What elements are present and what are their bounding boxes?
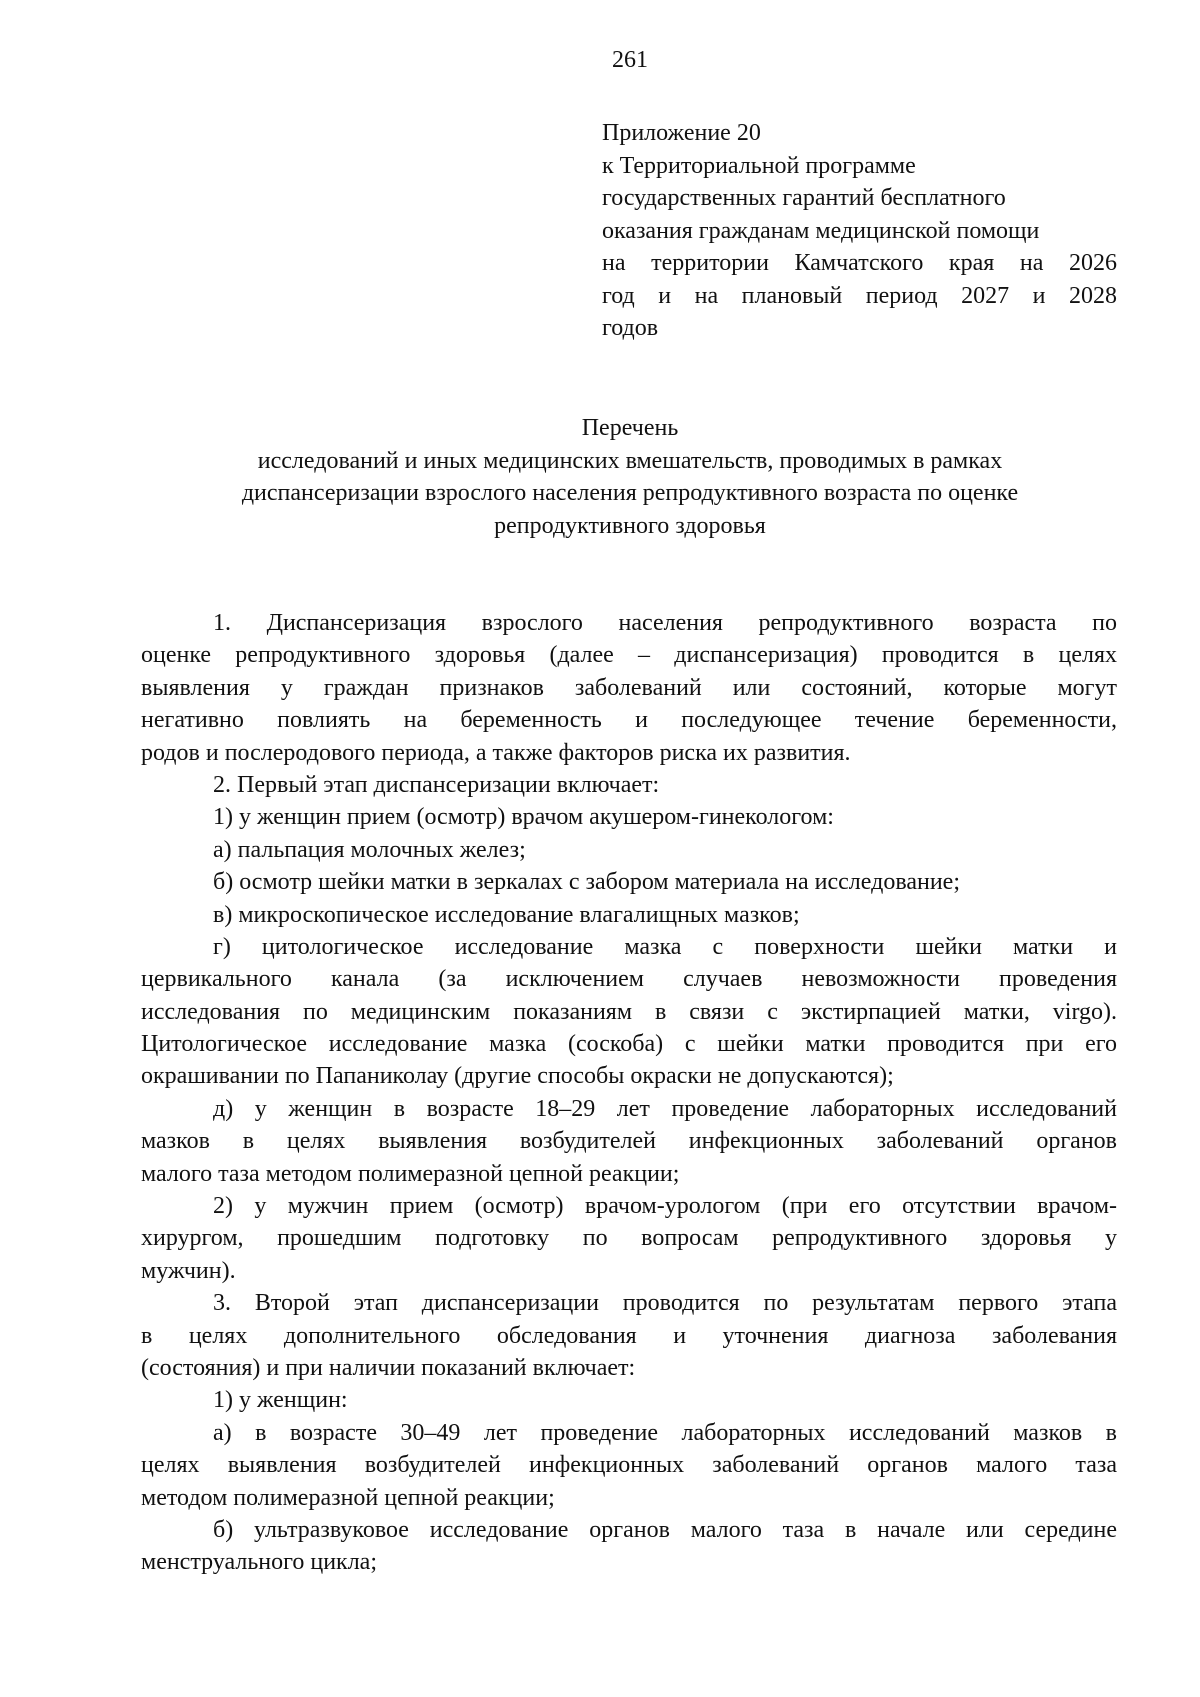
body-line: д) у женщин в возрасте 18–29 лет проведение лабораторных исследований xyxy=(213,1095,1117,1122)
body-line: Цитологическое исследование мазка (соскоба) с шейки матки проводится при его xyxy=(141,1031,1117,1058)
document-body xyxy=(141,607,1117,1579)
body-line: 1) у женщин: xyxy=(213,1387,348,1414)
document-title xyxy=(140,412,1120,542)
body-line: негативно повлиять на беременность и последующее течение беременности, xyxy=(141,707,1117,734)
body-line: исследования по медицинским показаниям в связи с экстирпацией матки, virgo). xyxy=(141,998,1117,1025)
body-line: выявления у граждан признаков заболеваний или состояний, которые могут xyxy=(141,674,1117,701)
body-line: в целях дополнительного обследования и уточнения диагноза заболевания xyxy=(141,1322,1117,1349)
page-number: 261 xyxy=(612,47,648,73)
body-line: цервикального канала (за исключением случаев невозможности проведения xyxy=(141,966,1117,993)
appendix-line: на территории Камчатского края на 2026 xyxy=(602,250,1117,276)
title-line: репродуктивного здоровья xyxy=(494,512,766,539)
body-line: целях выявления возбудителей инфекционных заболеваний органов малого таза xyxy=(141,1452,1117,1479)
appendix-line: год и на плановый период 2027 и 2028 xyxy=(602,282,1117,309)
body-line: (состояния) и при наличии показаний включает: xyxy=(141,1354,636,1381)
body-line: 2. Первый этап диспансеризации включает: xyxy=(213,771,660,798)
body-line: б) осмотр шейки матки в зеркалах с забором материала на исследование; xyxy=(213,869,960,896)
title-line: диспансеризации взрослого населения репродуктивного возраста по оценке xyxy=(241,480,1019,506)
body-line: малого таза методом полимеразной цепной реакции; xyxy=(141,1160,680,1187)
body-line: хирургом, прошедшим подготовку по вопросам репродуктивного здоровья у xyxy=(141,1225,1117,1252)
appendix-line: годов xyxy=(602,315,659,341)
body-line: а) пальпация молочных желез; xyxy=(213,836,526,863)
body-line: родов и послеродового периода, а также факторов риска их развития. xyxy=(141,739,851,766)
body-line: окрашивании по Папаниколау (другие способы окраски не допускаются); xyxy=(141,1063,894,1090)
body-line: оценке репродуктивного здоровья (далее – диспансеризация) проводится в целях xyxy=(141,642,1117,669)
appendix-line: оказания гражданам медицинской помощи xyxy=(602,217,1040,244)
title-line: исследований и иных медицинских вмешательств, проводимых в рамках xyxy=(257,447,1003,474)
body-line: 1. Диспансеризация взрослого населения репродуктивного возраста по xyxy=(213,610,1117,636)
body-line: б) ультразвуковое исследование органов малого таза в начале или середине xyxy=(213,1516,1117,1543)
body-line: в) микроскопическое исследование влагалищных мазков; xyxy=(213,901,800,928)
appendix-line: к Территориальной программе xyxy=(602,152,916,179)
body-line: мазков в целях выявления возбудителей инфекционных заболеваний органов xyxy=(141,1128,1117,1155)
body-line: менструального цикла; xyxy=(141,1549,378,1576)
body-line: методом полимеразной цепной реакции; xyxy=(141,1484,555,1511)
body-line: 2) у мужчин прием (осмотр) врачом-урологом (при его отсутствии врачом- xyxy=(213,1193,1117,1220)
body-line: 1) у женщин прием (осмотр) врачом акушером-гинекологом: xyxy=(213,804,834,831)
body-line: 3. Второй этап диспансеризации проводится по результатам первого этапа xyxy=(213,1290,1117,1317)
appendix-line: государственных гарантий бесплатного xyxy=(602,185,1006,211)
appendix-line: Приложение 20 xyxy=(602,120,761,146)
body-line: а) в возрасте 30–49 лет проведение лабораторных исследований мазков в xyxy=(213,1419,1117,1446)
body-line: мужчин). xyxy=(141,1257,236,1284)
appendix-header xyxy=(602,117,1117,345)
body-line: г) цитологическое исследование мазка с поверхности шейки матки и xyxy=(213,933,1117,960)
title-line: Перечень xyxy=(581,415,679,441)
